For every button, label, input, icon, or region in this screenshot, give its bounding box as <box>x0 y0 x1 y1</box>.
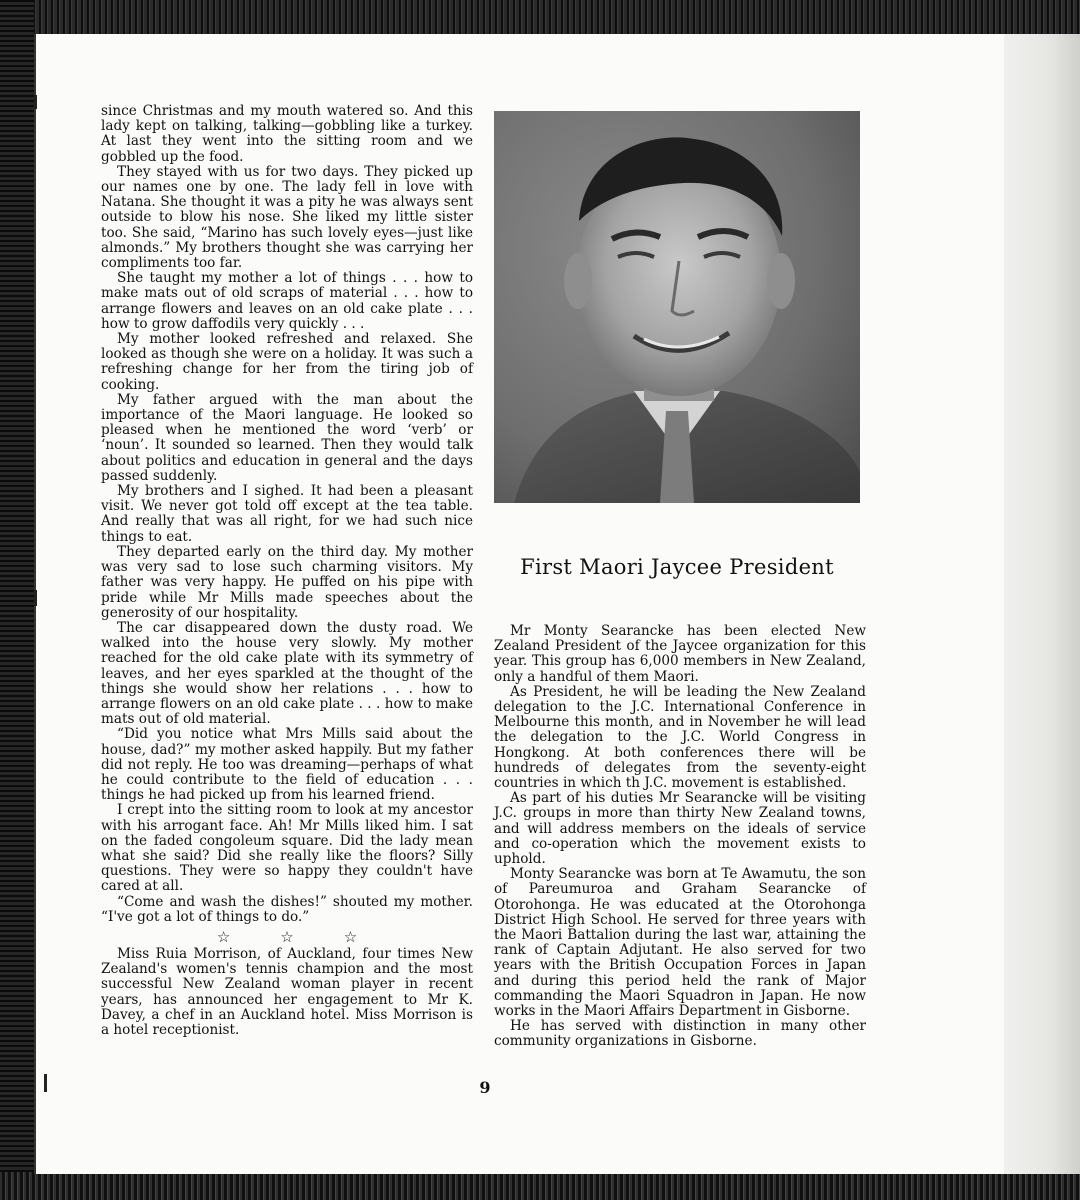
article-column <box>494 624 866 1050</box>
story-paragraph: “Did you notice what Mrs Mills said about the house, dad?” my mother asked happily. But my father did not reply. He too was dreaming—perhaps of what he could contribute to the field of education . . . things he had picked up from his learned friend. <box>101 726 473 804</box>
star-separator <box>101 927 473 947</box>
page-number: 9 <box>479 1078 491 1097</box>
story-paragraph: My mother looked refreshed and relaxed. She looked as though she were on a holiday. It was such a refreshing change for her from the tiring job of cooking. <box>101 331 473 393</box>
binding-mark <box>34 590 37 606</box>
story-paragraph: “Come and wash the dishes!” shouted my mother. “I've got a lot of things to do.” <box>101 893 473 925</box>
page-edge-right <box>1004 34 1080 1174</box>
star-icon: ☆ <box>343 927 358 946</box>
binding-mark <box>34 95 37 109</box>
scan-border-bottom <box>0 1172 1080 1200</box>
star-icon: ☆ <box>280 927 294 946</box>
story-paragraph: They departed early on the third day. My mother was very sad to lose such charming visitors. My father was very happy. He puffed on his pipe with pride while Mr Mills made speeches about the generosity of our hospitality. <box>101 543 473 621</box>
portrait-illustration <box>494 111 860 503</box>
story-column <box>101 104 473 1038</box>
article-paragraph: He has served with distinction in many other community organizations in Gisborne. <box>494 1018 866 1050</box>
news-item: Miss Ruia Morrison, of Auckland, four times New Zealand's women's tennis champion and the most successful New Zealand woman player in recent years, has announced her engagement to Mr K. Davey, a chef in an Auckland hotel. Miss Morrison is a hotel receptionist. <box>101 945 473 1038</box>
star-icon: ☆ <box>216 927 231 946</box>
scan-border-left <box>0 0 34 1200</box>
article-paragraph: Monty Searancke was born at Te Awamutu, the son of Pareumuroa and Graham Searancke of Otorohonga. He was educated at the Otorohonga District High School. He served for three years with the Maori Battalion during the last war, attaining the rank of Captain Adjutant. He also served for two years with the British Occupation Forces in Japan and during this period held the rank of Major commanding the Maori Squadron in Japan. He now works in the Maori Affairs Department in Gisborne. <box>494 866 866 1020</box>
article-paragraph: As part of his duties Mr Searancke will be visiting J.C. groups in more than thirty New Zealand towns, and will address members on the ideals of service and co-operation which the movement exists to uphold. <box>494 790 866 868</box>
story-paragraph: My father argued with the man about the importance of the Maori language. He looked so pleased when he mentioned the word ‘verb’ or ‘noun’. It sounded so learned. Then they would talk about politics and education in general and the days passed suddenly. <box>101 391 473 484</box>
article-headline: First Maori Jaycee President <box>520 555 834 579</box>
story-paragraph: since Christmas and my mouth watered so. And this lady kept on talking, talking—gobbling like a turkey. At last they went into the sitting room and we gobbled up the food. <box>101 103 473 165</box>
story-paragraph: She taught my mother a lot of things . . . how to make mats out of old scraps of material . . . how to arrange flowers and leaves on an old cake plate . . . how to grow daffodils very quickly . . . <box>101 270 473 332</box>
scan-border-top <box>0 0 1080 34</box>
article-paragraph: As President, he will be leading the New Zealand delegation to the J.C. International Conference in Melbourne this month, and in November he will lead the delegation to the J.C. World Congress in Hongkong. At both conferences there will be hundreds of delegates from the seventy-eight countries in which th J.C. movement is established. <box>494 683 866 792</box>
story-paragraph: I crept into the sitting room to look at my ancestor with his arrogant face. Ah! Mr Mills liked him. I sat on the faded congoleum square. Did the lady mean what she said? Did she really like the floors? Silly questions. They were so happy they couldn't have cared at all. <box>101 802 473 895</box>
article-paragraph: Mr Monty Searancke has been elected New Zealand President of the Jaycee organization for this year. This group has 6,000 members in New Zealand, only a handful of them Maori. <box>494 623 866 685</box>
portrait-photo <box>494 111 860 503</box>
story-paragraph: My brothers and I sighed. It had been a pleasant visit. We never got told off except at the tea table. And really that was all right, for we had such nice things to eat. <box>101 483 473 545</box>
story-paragraph: The car disappeared down the dusty road. We walked into the house very slowly. My mother reached for the old cake plate with its symmetry of leaves, and her eyes sparkled at the thought of the things she would show her relations . . . how to arrange flowers on an old cake plate . . . how to make mats out of old material. <box>101 619 473 728</box>
story-paragraph: They stayed with us for two days. They picked up our names one by one. The lady fell in love with Natana. She thought it was a pity he was always sent outside to blow his nose. She liked my little sister too. She said, “Marino has such lovely eyes—just like almonds.” My brothers thought she was carrying her compliments too far. <box>101 163 473 272</box>
binding-mark <box>44 1074 47 1092</box>
